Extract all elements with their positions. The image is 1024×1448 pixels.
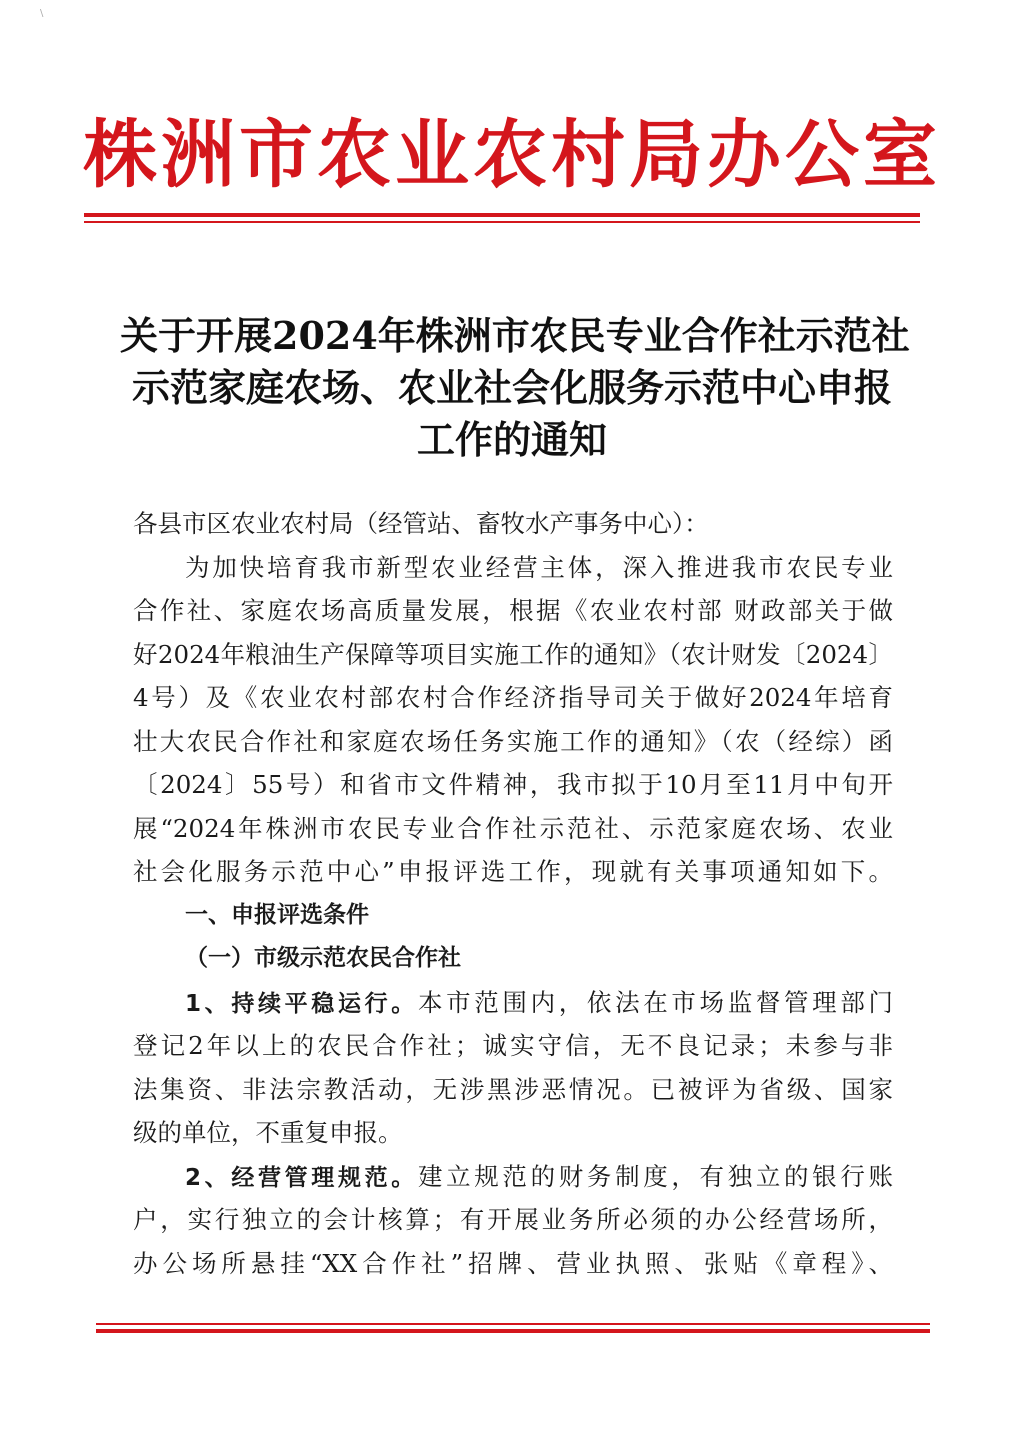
- paragraph-3-line: 办公场所悬挂“XX合作社”招牌、营业执照、张贴《章程》、: [133, 1248, 893, 1278]
- paragraph-1-line: 展“2024年株洲市农民专业合作社示范社、示范家庭农场、农业: [133, 813, 893, 843]
- paragraph-1-line: 壮大农民合作社和家庭农场任务实施工作的通知》（农（经综）函: [133, 726, 893, 756]
- paragraph-3-line: [133, 1155, 893, 1199]
- footer-rule-thin: [96, 1323, 930, 1325]
- paragraph-2-line: 法集资、非法宗教活动，无涉黑涉恶情况。已被评为省级、国家: [133, 1074, 893, 1104]
- document-title: [120, 310, 910, 466]
- title-line-2: 示范家庭农场、农业社会化服务示范中心申报: [131, 365, 892, 410]
- title-line-1: 关于开展2024年株洲市农民专业合作社示范社: [120, 313, 910, 358]
- paragraph-2-lead: 1、持续平稳运行。: [185, 990, 418, 1017]
- paragraph-3-line: 户，实行独立的会计核算；有开展业务所必须的办公经营场所，: [133, 1205, 893, 1234]
- masthead-rule-thick: [84, 213, 920, 217]
- paragraph-2-line: 登记2年以上的农民合作社；诚实守信，无不良记录；未参与非: [133, 1031, 893, 1060]
- paragraph-2-line: 级的单位，不重复申报。: [133, 1118, 403, 1147]
- salutation: 各县市区农业农村局（经管站、畜牧水产事务中心）：: [133, 509, 709, 538]
- paragraph-3-text: 建立规范的财务制度，有独立的银行账: [417, 1161, 894, 1191]
- document-body: [133, 502, 893, 1285]
- paragraph-1-line: 社会化服务示范中心”申报评选工作，现就有关事项通知如下。: [133, 857, 893, 886]
- corner-mark: \: [40, 8, 44, 19]
- paragraph-1-line: 4号）及《农业农村部农村合作经济指导司关于做好2024年培育: [133, 683, 893, 712]
- paragraph-1-line: 〔2024〕55号）和省市文件精神，我市拟于10月至11月中旬开: [133, 770, 893, 799]
- paragraph-2-text: 本市范围内，依法在市场监督管理部门: [417, 987, 894, 1017]
- title-line-3: 工作的通知: [416, 417, 607, 462]
- subsection-heading: （一）市级示范农民合作社: [185, 945, 461, 971]
- footer-rule-thick: [96, 1329, 930, 1333]
- masthead-rule-thin: [84, 221, 920, 223]
- section-heading: 一、申报评选条件: [185, 901, 369, 928]
- paragraph-1-line: 合作社、家庭农场高质量发展，根据《农业农村部 财政部关于做: [133, 596, 893, 625]
- paragraph-3-lead: 2、经营管理规范。: [185, 1164, 418, 1191]
- paragraph-2-line: [133, 981, 893, 1025]
- masthead-title: 株洲市农业农村局办公室: [83, 112, 941, 198]
- paragraph-1-line: 好2024年粮油生产保障等项目实施工作的通知》（农计财发〔2024〕: [133, 639, 893, 669]
- paragraph-1-line: 为加快培育我市新型农业经营主体，深入推进我市农民专业: [185, 552, 893, 582]
